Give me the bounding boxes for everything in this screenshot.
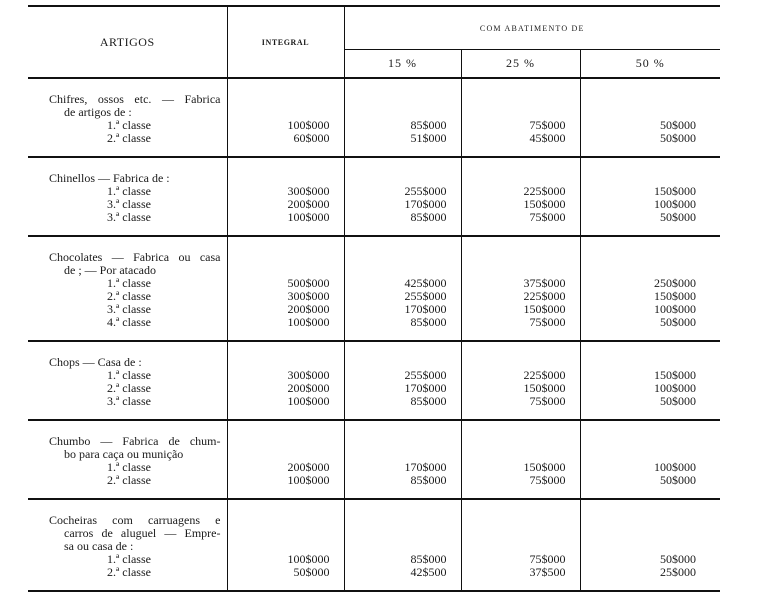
discount-15-value: 85$000	[410, 118, 447, 132]
discount-50-cell	[580, 236, 720, 341]
discount-25-value: 75$000	[529, 315, 566, 329]
integral-value: 60$000	[293, 131, 330, 145]
header-25-percent: 25 %	[461, 50, 580, 79]
discount-50-value: 50$000	[660, 315, 697, 329]
discount-15-value: 425$000	[404, 276, 447, 290]
discount-50-value: 50$000	[660, 473, 697, 487]
integral-cell	[227, 157, 344, 236]
integral-cell	[227, 499, 344, 591]
discount-25-value: 375$000	[523, 276, 566, 290]
discount-50-value: 100$000	[654, 381, 697, 395]
article-cell	[28, 499, 227, 591]
integral-cell	[227, 236, 344, 341]
integral-value: 100$000	[287, 315, 330, 329]
discount-50-value: 100$000	[654, 460, 697, 474]
article-title-line: Chops — Casa de :	[49, 355, 142, 369]
discount-50-cell	[580, 157, 720, 236]
integral-value: 200$000	[287, 302, 330, 316]
discount-15-value: 170$000	[404, 197, 447, 211]
header-15-percent: 15 %	[344, 50, 461, 79]
discount-25-value: 225$000	[523, 368, 566, 382]
discount-25-value: 75$000	[529, 552, 566, 566]
discount-25-value: 150$000	[523, 460, 566, 474]
header-integral: INTEGRAL	[227, 6, 344, 78]
discount-50-value: 150$000	[654, 289, 697, 303]
discount-15-cell	[344, 157, 461, 236]
discount-25-cell	[461, 78, 580, 157]
discount-15-value: 255$000	[404, 289, 447, 303]
discount-50-cell	[580, 78, 720, 157]
article-title-line: de artigos de :	[64, 105, 132, 119]
integral-value: 300$000	[287, 368, 330, 382]
article-title-line: bo para caça ou munição	[64, 447, 184, 461]
discount-15-cell	[344, 499, 461, 591]
discount-15-value: 85$000	[410, 552, 447, 566]
integral-value: 200$000	[287, 381, 330, 395]
discount-25-value: 225$000	[523, 184, 566, 198]
class-label: 3.ª classe	[107, 302, 151, 316]
integral-value: 100$000	[287, 394, 330, 408]
integral-cell	[227, 78, 344, 157]
article-section	[28, 499, 720, 591]
article-title-line: sa ou casa de :	[64, 539, 134, 553]
header-com-abatimento: COM ABATIMENTO DE	[344, 6, 720, 50]
discount-15-cell	[344, 341, 461, 420]
discount-25-value: 45$000	[529, 131, 566, 145]
class-label: 3.ª classe	[107, 394, 151, 408]
article-title-line: de ; — Por atacado	[64, 263, 156, 277]
class-label: 1.ª classe	[107, 368, 151, 382]
class-label: 1.ª classe	[107, 184, 151, 198]
class-label: 1.ª classe	[107, 552, 151, 566]
article-cell	[28, 420, 227, 499]
tariff-document	[28, 5, 720, 600]
discount-25-value: 150$000	[523, 302, 566, 316]
discount-15-value: 170$000	[404, 381, 447, 395]
class-label: 1.ª classe	[107, 118, 151, 132]
class-label: 2.ª classe	[107, 289, 151, 303]
article-section	[28, 157, 720, 236]
discount-25-value: 225$000	[523, 289, 566, 303]
discount-15-value: 255$000	[404, 184, 447, 198]
discount-50-value: 250$000	[654, 276, 697, 290]
class-label: 3.ª classe	[107, 197, 151, 211]
article-title-line: Chocolates — Fabrica ou casa	[49, 250, 221, 264]
discount-25-cell	[461, 341, 580, 420]
class-label: 2.ª classe	[107, 565, 151, 579]
discount-15-cell	[344, 420, 461, 499]
discount-25-cell	[461, 236, 580, 341]
discount-15-value: 51$000	[410, 131, 447, 145]
discount-15-value: 85$000	[410, 394, 447, 408]
article-cell	[28, 236, 227, 341]
discount-25-value: 75$000	[529, 210, 566, 224]
article-cell	[28, 157, 227, 236]
article-section	[28, 341, 720, 420]
class-label: 4.ª classe	[107, 315, 151, 329]
header-artigos: ARTIGOS	[28, 6, 227, 78]
integral-value: 200$000	[287, 460, 330, 474]
integral-value: 300$000	[287, 289, 330, 303]
discount-50-value: 150$000	[654, 368, 697, 382]
article-section	[28, 420, 720, 499]
discount-50-value: 50$000	[660, 131, 697, 145]
table-body	[28, 78, 720, 591]
article-section	[28, 236, 720, 341]
article-title-line: Chifres, ossos etc. — Fabrica	[49, 92, 221, 106]
class-label: 2.ª classe	[107, 381, 151, 395]
integral-value: 500$000	[287, 276, 330, 290]
article-cell	[28, 341, 227, 420]
article-title-line: carros de aluguel — Empre-	[64, 526, 221, 540]
class-label: 1.ª classe	[107, 276, 151, 290]
discount-15-value: 85$000	[410, 210, 447, 224]
article-title-line: Cocheiras com carruagens e	[49, 513, 221, 527]
discount-50-value: 100$000	[654, 197, 697, 211]
discount-25-cell	[461, 157, 580, 236]
discount-50-cell	[580, 420, 720, 499]
discount-25-cell	[461, 499, 580, 591]
discount-50-value: 50$000	[660, 394, 697, 408]
discount-15-value: 170$000	[404, 460, 447, 474]
integral-value: 50$000	[293, 565, 330, 579]
discount-50-value: 150$000	[654, 184, 697, 198]
discount-15-cell	[344, 78, 461, 157]
discount-50-value: 25$000	[660, 565, 697, 579]
integral-value: 100$000	[287, 118, 330, 132]
integral-value: 300$000	[287, 184, 330, 198]
integral-value: 200$000	[287, 197, 330, 211]
table-header	[28, 6, 720, 78]
article-title-line: Chumbo — Fabrica de chum-	[49, 434, 221, 448]
integral-value: 100$000	[287, 552, 330, 566]
discount-15-value: 85$000	[410, 473, 447, 487]
discount-50-value: 100$000	[654, 302, 697, 316]
article-cell	[28, 78, 227, 157]
class-label: 1.ª classe	[107, 460, 151, 474]
discount-15-value: 85$000	[410, 315, 447, 329]
discount-50-value: 50$000	[660, 552, 697, 566]
article-title-line: Chinellos — Fabrica de :	[49, 171, 170, 185]
discount-50-cell	[580, 499, 720, 591]
tariff-table	[28, 5, 720, 592]
class-label: 2.ª classe	[107, 131, 151, 145]
discount-50-value: 50$000	[660, 210, 697, 224]
integral-value: 100$000	[287, 473, 330, 487]
discount-15-value: 42$500	[410, 565, 447, 579]
discount-15-value: 255$000	[404, 368, 447, 382]
discount-25-value: 150$000	[523, 197, 566, 211]
class-label: 3.ª classe	[107, 210, 151, 224]
discount-25-value: 75$000	[529, 394, 566, 408]
discount-25-value: 37$500	[529, 565, 566, 579]
discount-25-cell	[461, 420, 580, 499]
integral-cell	[227, 341, 344, 420]
integral-value: 100$000	[287, 210, 330, 224]
integral-cell	[227, 420, 344, 499]
header-50-percent: 50 %	[580, 50, 720, 79]
class-label: 2.ª classe	[107, 473, 151, 487]
discount-25-value: 150$000	[523, 381, 566, 395]
discount-50-value: 50$000	[660, 118, 697, 132]
discount-15-value: 170$000	[404, 302, 447, 316]
discount-25-value: 75$000	[529, 473, 566, 487]
discount-25-value: 75$000	[529, 118, 566, 132]
discount-50-cell	[580, 341, 720, 420]
article-section	[28, 78, 720, 157]
discount-15-cell	[344, 236, 461, 341]
